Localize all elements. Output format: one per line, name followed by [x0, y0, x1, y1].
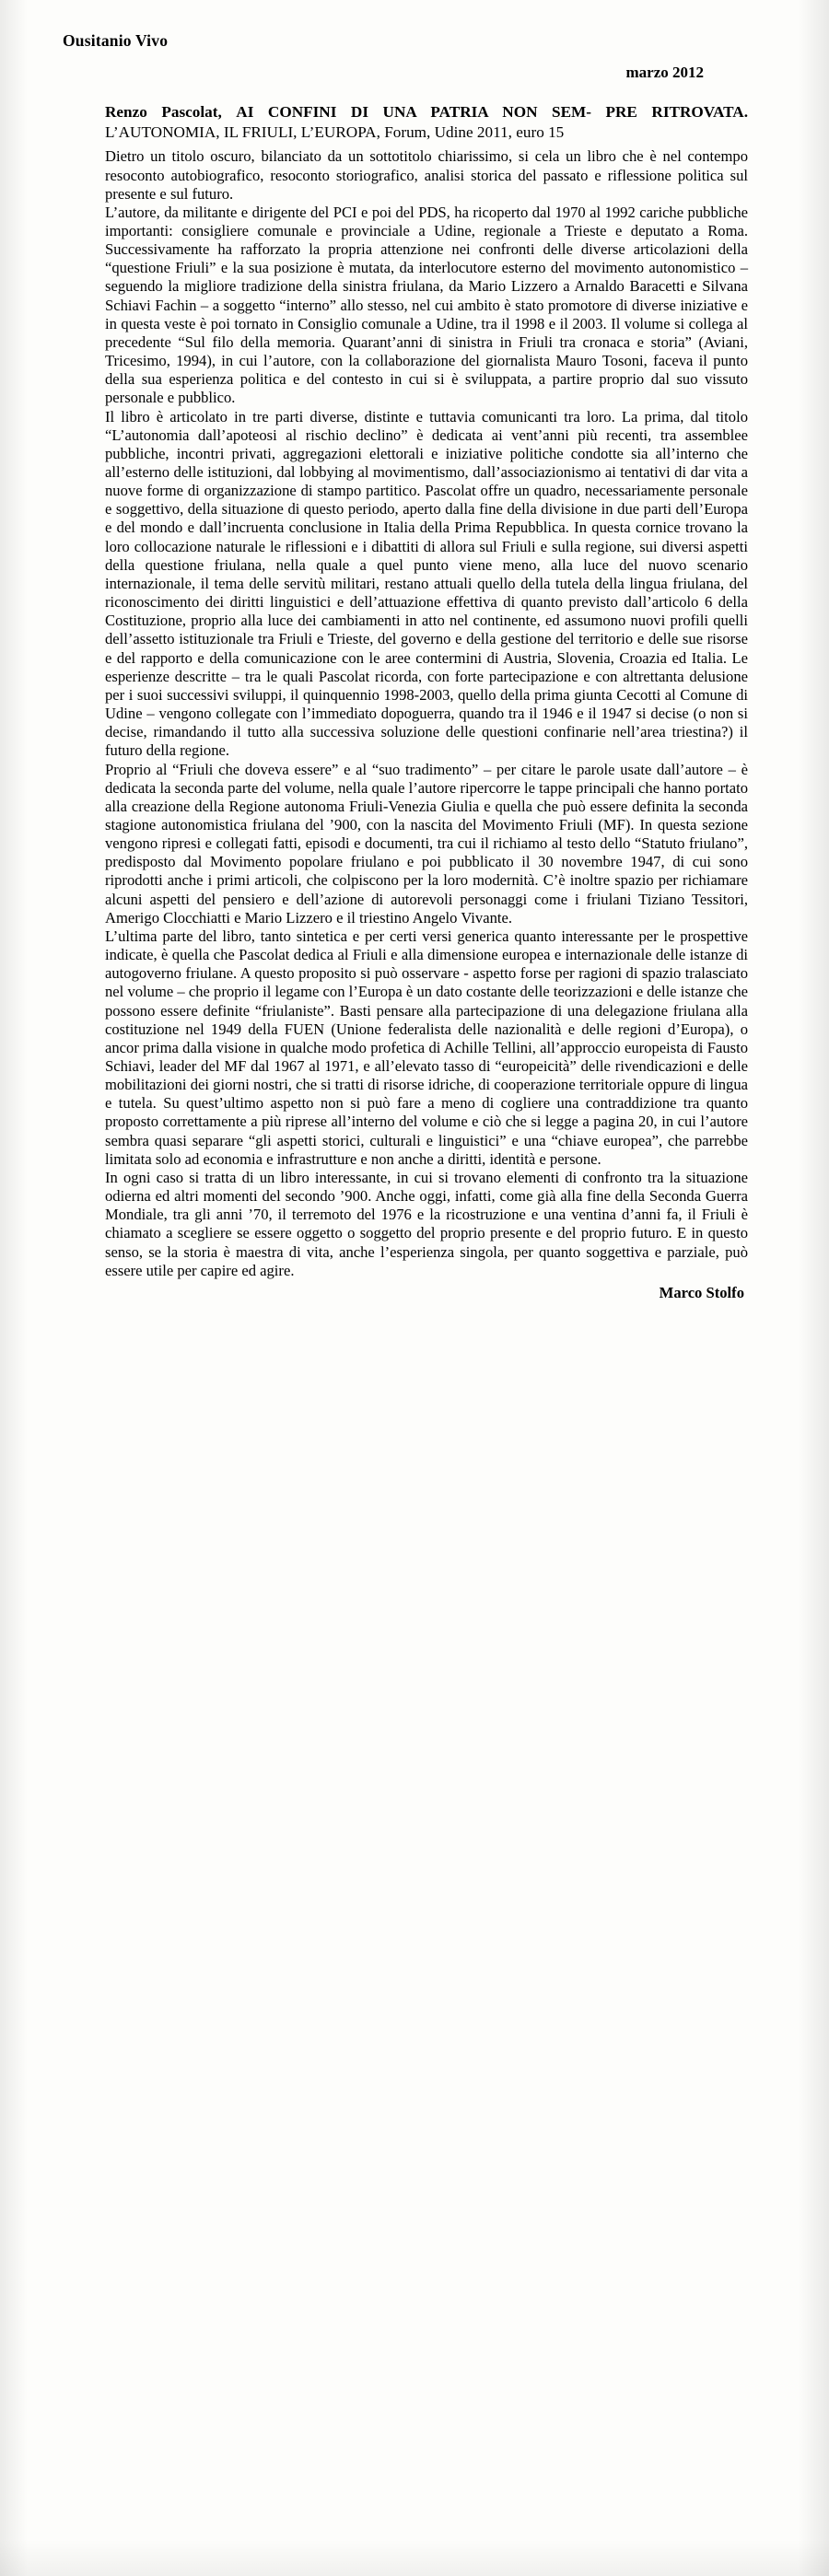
review-paragraph: Dietro un titolo oscuro, bilanciato da un sottotitolo chiarissimo, si cela un libro che è nel contempo resoconto autobiografico, resoconto storiografico, analisi storica del passato e riflessione politica sul presente e sul futuro.	[105, 147, 748, 203]
scan-edge-right	[798, 0, 829, 2576]
review-paragraph: L’autore, da militante e dirigente del PCI e poi del PDS, ha ricoperto dal 1970 al 1992 cariche pubbliche importanti: consigliere comunale e provinciale a Udine, regionale a Trieste e deputato a Roma. Successivamente ha rafforzato la propria attenzione nei confronti delle diverse articolazioni della “questione Friuli” e la sua posizione è mutata, da interlocutore esterno del movimento autonomistico – seguendo la migliore tradizione della sinistra friulana, da Mario Lizzero a Arnaldo Baracetti e Silvana Schiavi Fachin – a soggetto “interno” allo stesso, nel cui ambito è stato promotore di diverse iniziative e in questa veste è poi tornato in Consiglio comunale a Udine, tra il 1998 e il 2003. Il volume si collega al precedente “Sul filo della memoria. Quarant’anni di sinistra in Friuli tra cronaca e storia” (Aviani, Tricesimo, 1994), in cui l’autore, con la collaborazione del giornalista Mauro Tosoni, faceva il punto della sua esperienza politica e del contesto in cui si è sviluppata, a partire proprio dal suo vissuto personale e pubblico.	[105, 203, 748, 407]
book-subtitle: L’AUTONOMIA, IL FRIULI, L’EUROPA,	[105, 122, 380, 141]
journal-title: Ousitanio Vivo	[63, 31, 169, 50]
review-paragraph: L’ultima parte del libro, tanto sintetica e per certi versi generica quanto interessante per le prospettive indicate, è quella che Pascolat dedica al Friuli e alla dimensione europea e internazionale delle istanze di autogoverno friulane. A questo proposito si può osservare - aspetto forse per ragioni di spazio tralasciato nel volume – che proprio il legame con l’Europa è un dato costante delle teorizzazioni e delle istanze che possono essere definite “friulaniste”. Basti pensare alla partecipazione di una delegazione friulana alla costituzione nel 1949 della FUEN (Unione federalista delle nazionalità e delle regioni d’Europa), o ancor prima dalla visione in qualche modo profetica di Achille Tellini, all’approccio europeista di Fausto Schiavi, leader del MF dal 1967 al 1971, e all’elevato tasso di “europeicità” delle rivendicazioni e delle mobilitazioni dei giorni nostri, che si tratti di risorse idriche, di cooperazione territoriale oppure di lingua e tutela. Su quest’ultimo aspetto non si può fare a meno di cogliere una contraddizione tra quanto proposto correttamente a più riprese all’interno del volume e ciò che si legge a pagina 20, in cui l’autore sembra quasi separare “gli aspetti storici, culturali e linguistici” e una “chiave europea”, che parrebbe limitata solo ad economia e infrastrutture e non anche a diritti, identità e persone.	[105, 927, 748, 1168]
review-heading	[105, 102, 748, 142]
book-title-line2: PRE RITROVATA.	[605, 103, 748, 121]
book-author: Renzo Pascolat,	[105, 103, 222, 121]
book-review	[57, 102, 770, 1302]
scan-edge-left	[0, 0, 28, 2576]
review-paragraph: Il libro è articolato in tre parti diverse, distinte e tuttavia comunicanti tra loro. La prima, dal titolo “L’autonomia dall’apoteosi al rischio declino” è dedicata ai vent’anni più recenti, tra assemblee pubbliche, incontri privati, aggregazioni elettorali e iniziative politiche condotte sia all’interno che all’esterno delle istituzioni, dal lobbying al movimentismo, dall’associazionismo ai tentativi di dar vita a nuove forme di organizzazione di stampo partitico. Pascolat offre un quadro, necessariamente personale e soggettivo, della situazione di questo periodo, aperto dalla fine della divisione in due parti dell’Europa e del mondo e dall’incruenta conclusione in Italia della Prima Repubblica. In questa cornice trovano la loro collocazione naturale le riflessioni e i dibattiti di allora sul Friuli e sulla regione, sui diversi aspetti della questione friulana, nella quale a quel punto viene meno, alla luce del nuovo scenario internazionale, il tema delle servitù militari, restano attuali quello della tutela della lingua friulana, del riconoscimento dei diritti linguistici e dell’attuazione effettiva di quanto previsto dall’articolo 6 della Costituzione, proprio alla luce dei cambiamenti in atto nel continente, ed assumono nuovi profili quelli dell’assetto istituzionale tra Friuli e Trieste, del governo e della gestione del territorio e delle sue risorse e del rapporto e della comunicazione con le aree contermini di Austria, Slovenia, Croazia ed Italia. Le esperienze descritte – tra le quali Pascolat ricorda, con forte partecipazione e con altrettanta delusione per i suoi successivi sviluppi, il quinquennio 1998-2003, quello della prima giunta Cecotti al Comune di Udine – vengono collegate con l’immediato dopoguerra, quando tra il 1946 e il 1947 si decise (o non si decise, rimandando il tutto alla successiva soluzione delle questioni confinarie nell’area triestina?) il futuro della regione.	[105, 407, 748, 760]
review-signature: Marco Stolfo	[659, 1283, 744, 1301]
scan-edge-bottom	[0, 2539, 829, 2576]
review-paragraph: Proprio al “Friuli che doveva essere” e al “suo tradimento” – per citare le parole usate dall’autore – è dedicata la seconda parte del volume, nella quale l’autore ripercorre le tappe principali che hanno portato alla creazione della Regione autonoma Friuli-Venezia Giulia e quella che può essere definita la seconda stagione autonomistica friulana del ’900, con la nascita del Movimento Friuli (MF). In questa sezione vengono ripresi e collegati fatti, episodi e documenti, tra cui il richiamo al testo dello “Statuto friulano”, predisposto dal Movimento popolare friulano e poi pubblicato il 30 novembre 1947, di cui sono riprodotti anche i primi articoli, che colpiscono per la loro modernità. C’è inoltre spazio per richiamare alcuni aspetti del pensiero e dell’azione di autorevoli personaggi come i friulani Tiziano Tessitori, Amerigo Clocchiatti e Mario Lizzero e il triestino Angelo Vivante.	[105, 760, 748, 927]
book-title-line1: AI CONFINI DI UNA PATRIA NON SEM-	[236, 103, 591, 121]
review-paragraph: In ogni caso si tratta di un libro interessante, in cui si trovano elementi di confronto tra la situazione odierna ed altri momenti del secondo ’900. Anche oggi, infatti, come già alla fine della Seconda Guerra Mondiale, tra gli anni ’70, il terremoto del 1976 e la ricostruzione e una ventina d’anni fa, il Friuli è chiamato a scegliere se essere oggetto o soggetto del proprio presente e del proprio futuro. E in questo senso, se la storia è maestra di vita, anche l’esperienza singola, per quanto soggettiva e parziale, può essere utile per capire ed agire.	[105, 1168, 748, 1279]
book-imprint: Forum, Udine 2011, euro 15	[384, 122, 565, 141]
issue-date: marzo 2012	[625, 64, 704, 81]
review-body	[105, 147, 748, 1280]
